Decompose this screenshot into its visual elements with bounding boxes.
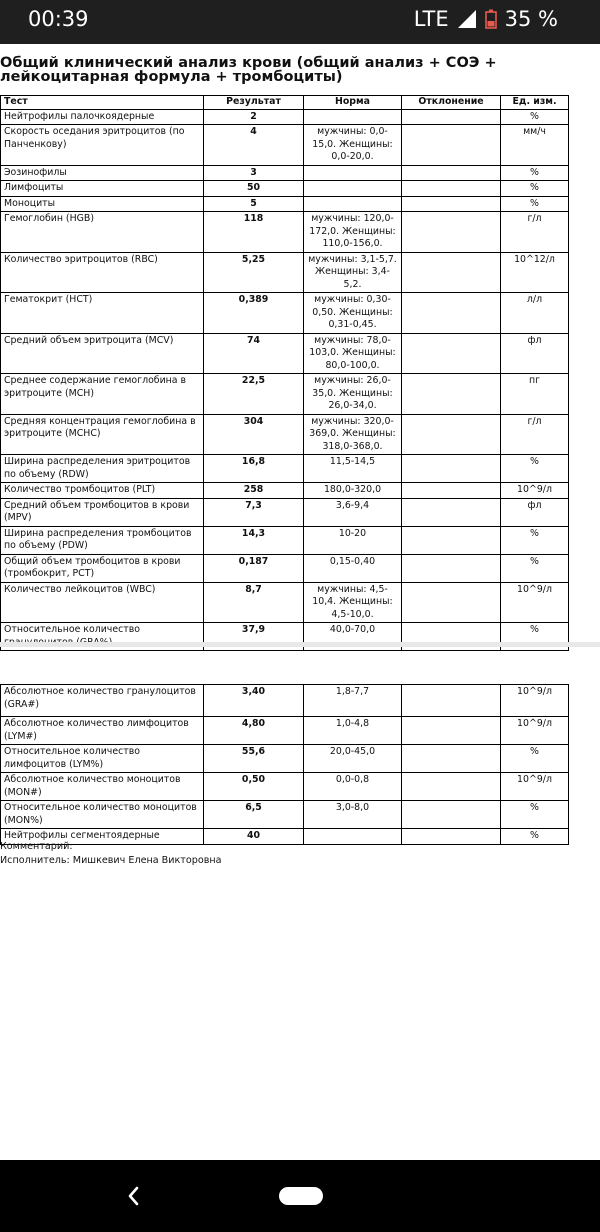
table-row (1, 582, 569, 623)
reference-range-cell: мужчины: 0,30-0,50. Женщины: 0,31-0,45. (304, 293, 402, 334)
test-name-cell: Относительное количество (1, 623, 204, 651)
deviation-cell (402, 181, 501, 197)
deviation-cell (402, 125, 501, 166)
unit-cell: мм/ч (501, 125, 569, 166)
unit-cell: % (501, 554, 569, 582)
deviation-cell (402, 414, 501, 455)
report-title-line: лейкоцитарная формула + тромбоциты) (0, 69, 343, 85)
deviation-cell (402, 374, 501, 415)
test-name-cell: Абсолютное количество моноцитов (MON#) (1, 773, 204, 801)
unit-cell: 10^9/л (501, 582, 569, 623)
table-row (1, 212, 569, 253)
deviation-cell (402, 252, 501, 293)
deviation-cell (402, 526, 501, 554)
result-value-cell: 40 (204, 829, 304, 845)
test-name-cell: Средняя концентрация гемоглобина в эритроците (MCHC) (1, 414, 204, 455)
reference-range-cell: 1,0-4,8 (304, 717, 402, 745)
page-separator (0, 642, 600, 647)
unit-cell: 10^12/л (501, 252, 569, 293)
test-name-cell: Моноциты (1, 196, 204, 212)
table-row (1, 526, 569, 554)
result-value-cell: 2 (204, 109, 304, 125)
test-name-cell: Гематокрит (HCT) (1, 293, 204, 334)
result-value-cell: 22,5 (204, 374, 304, 415)
deviation-cell (402, 801, 501, 829)
table-row (1, 293, 569, 334)
comment-block (0, 840, 222, 867)
result-value-cell: 14,3 (204, 526, 304, 554)
test-name-cell: Средний объем тромбоцитов в крови (MPV) (1, 498, 204, 526)
unit-cell: л/л (501, 293, 569, 334)
reference-range-cell: 3,6-9,4 (304, 498, 402, 526)
deviation-cell (402, 685, 501, 717)
table-row (1, 483, 569, 499)
deviation-cell (402, 212, 501, 253)
deviation-cell (402, 109, 501, 125)
table-row (1, 333, 569, 374)
reference-range-cell: 0,15-0,40 (304, 554, 402, 582)
table-row (1, 414, 569, 455)
result-value-cell: 7,3 (204, 498, 304, 526)
reference-range-cell (304, 196, 402, 212)
reference-range-cell: мужчины: 26,0-35,0. Женщины: 26,0-34,0. (304, 374, 402, 415)
deviation-cell (402, 165, 501, 181)
table-row (1, 455, 569, 483)
result-value-cell: 4 (204, 125, 304, 166)
unit-cell: 10^9/л (501, 685, 569, 717)
table-row (1, 745, 569, 773)
unit-cell: 10^9/л (501, 483, 569, 499)
results-table-page-2 (0, 684, 569, 845)
unit-cell: фл (501, 498, 569, 526)
result-value-cell: 0,389 (204, 293, 304, 334)
reference-range-cell: мужчины: 0,0-15,0. Женщины: 0,0-20,0. (304, 125, 402, 166)
test-name-cell: Абсолютное количество гранулоцитов (GRA#) (1, 685, 204, 717)
unit-cell: % (501, 455, 569, 483)
battery-icon (485, 9, 497, 29)
comment-label: Комментарий: (0, 841, 73, 852)
result-value-cell: 0,187 (204, 554, 304, 582)
reference-range-cell: 180,0-320,0 (304, 483, 402, 499)
results-body-page-1 (1, 109, 569, 651)
result-value-cell: 55,6 (204, 745, 304, 773)
deviation-cell (402, 582, 501, 623)
deviation-cell (402, 455, 501, 483)
result-value-cell: 304 (204, 414, 304, 455)
table-row (1, 252, 569, 293)
table-header-row (1, 96, 569, 110)
table-row (1, 554, 569, 582)
table-row (1, 109, 569, 125)
unit-cell: г/л (501, 212, 569, 253)
signal-icon (457, 9, 477, 29)
report-title-line: Общий клинический анализ крови (общий анализ + СОЭ + (0, 55, 497, 71)
test-name-cell: Гемоглобин (HGB) (1, 212, 204, 253)
deviation-cell (402, 293, 501, 334)
status-time: 00:39 (28, 7, 89, 31)
unit-cell: % (501, 829, 569, 845)
test-name-cell: Относительное количество лимфоцитов (LYM%) (1, 745, 204, 773)
header-unit: Ед. изм. (501, 96, 569, 110)
unit-cell: % (501, 745, 569, 773)
reference-range-cell (304, 109, 402, 125)
unit-cell: 10^9/л (501, 773, 569, 801)
result-value-cell: 8,7 (204, 582, 304, 623)
results-body-page-2 (1, 685, 569, 845)
unit-cell: г/л (501, 414, 569, 455)
table-row (1, 165, 569, 181)
deviation-cell (402, 333, 501, 374)
result-value-cell: 37,9 (204, 623, 304, 651)
table-row (1, 125, 569, 166)
unit-cell: % (501, 109, 569, 125)
deviation-cell (402, 745, 501, 773)
test-name-cell: Количество эритроцитов (RBC) (1, 252, 204, 293)
table-row (1, 196, 569, 212)
deviation-cell (402, 498, 501, 526)
table-row (1, 374, 569, 415)
header-norm: Норма (304, 96, 402, 110)
table-row (1, 685, 569, 717)
table-row (1, 498, 569, 526)
test-name-cell: Общий объем тромбоцитов в крови (тромбокрит, PCT) (1, 554, 204, 582)
table-row (1, 717, 569, 745)
unit-cell: % (501, 165, 569, 181)
test-name-cell: Скорость оседания эритроцитов (по Панченкову) (1, 125, 204, 166)
reference-range-cell: 40,0-70,0 (304, 623, 402, 651)
test-name-cell: Относительное количество моноцитов (MON%) (1, 801, 204, 829)
executor-line: Исполнитель: Мишкевич Елена Викторовна (0, 854, 222, 866)
deviation-cell (402, 717, 501, 745)
result-value-cell: 0,50 (204, 773, 304, 801)
test-name-cell: Нейтрофилы сегментоядерные (1, 829, 204, 845)
result-value-cell: 16,8 (204, 455, 304, 483)
report-title (0, 56, 600, 84)
test-name-cell: Ширина распределения тромбоцитов по объему (PDW) (1, 526, 204, 554)
result-value-cell: 3 (204, 165, 304, 181)
unit-cell: % (501, 181, 569, 197)
test-name-cell: Абсолютное количество лимфоцитов (LYM#) (1, 717, 204, 745)
test-name-cell: Количество лейкоцитов (WBC) (1, 582, 204, 623)
header-deviation: Отклонение (402, 96, 501, 110)
result-value-cell: 258 (204, 483, 304, 499)
reference-range-cell: 10-20 (304, 526, 402, 554)
unit-cell: % (501, 526, 569, 554)
status-bar (0, 0, 600, 44)
test-name-cell: Средний объем эритроцита (MCV) (1, 333, 204, 374)
battery-percent: 35 % (504, 7, 558, 31)
test-name-cell: Лимфоциты (1, 181, 204, 197)
test-name-cell: Эозинофилы (1, 165, 204, 181)
unit-cell: фл (501, 333, 569, 374)
deviation-cell (402, 554, 501, 582)
result-value-cell: 5 (204, 196, 304, 212)
table-row (1, 181, 569, 197)
reference-range-cell: мужчины: 4,5-10,4. Женщины: 4,5-10,0. (304, 582, 402, 623)
reference-range-cell: 20,0-45,0 (304, 745, 402, 773)
home-pill-icon[interactable] (279, 1187, 323, 1205)
unit-cell: 10^9/л (501, 717, 569, 745)
deviation-cell (402, 773, 501, 801)
test-name-cell: Количество тромбоцитов (PLT) (1, 483, 204, 499)
table-row (1, 801, 569, 829)
test-name-cell: Ширина распределения эритроцитов по объему (RDW) (1, 455, 204, 483)
result-value-cell: 3,40 (204, 685, 304, 717)
result-value-cell: 74 (204, 333, 304, 374)
result-value-cell: 5,25 (204, 252, 304, 293)
network-type: LTE (413, 7, 449, 31)
unit-cell: % (501, 196, 569, 212)
reference-range-cell: мужчины: 78,0-103,0. Женщины: 80,0-100,0. (304, 333, 402, 374)
test-name-cell: Среднее содержание гемоглобина в эритроците (MCH) (1, 374, 204, 415)
unit-cell: пг (501, 374, 569, 415)
test-name-cell: Нейтрофилы палочкоядерные (1, 109, 204, 125)
header-result: Результат (204, 96, 304, 110)
reference-range-cell: 0,0-0,8 (304, 773, 402, 801)
unit-cell: % (501, 623, 569, 651)
deviation-cell (402, 483, 501, 499)
result-value-cell: 6,5 (204, 801, 304, 829)
deviation-cell (402, 829, 501, 845)
status-indicators (414, 7, 558, 31)
reference-range-cell: мужчины: 120,0-172,0. Женщины: 110,0-156,0. (304, 212, 402, 253)
header-test: Тест (1, 96, 204, 110)
reference-range-cell: 1,8-7,7 (304, 685, 402, 717)
deviation-cell (402, 196, 501, 212)
reference-range-cell (304, 181, 402, 197)
reference-range-cell: мужчины: 320,0-369,0. Женщины: 318,0-368,0. (304, 414, 402, 455)
chevron-left-icon[interactable] (124, 1183, 142, 1209)
result-value-cell: 4,80 (204, 717, 304, 745)
unit-cell: % (501, 801, 569, 829)
result-value-cell: 50 (204, 181, 304, 197)
reference-range-cell (304, 829, 402, 845)
reference-range-cell: 11,5-14,5 (304, 455, 402, 483)
results-table-page-1 (0, 95, 569, 651)
reference-range-cell (304, 165, 402, 181)
reference-range-cell: мужчины: 3,1-5,7. Женщины: 3,4-5,2. (304, 252, 402, 293)
result-value-cell: 118 (204, 212, 304, 253)
table-row (1, 773, 569, 801)
reference-range-cell: 3,0-8,0 (304, 801, 402, 829)
